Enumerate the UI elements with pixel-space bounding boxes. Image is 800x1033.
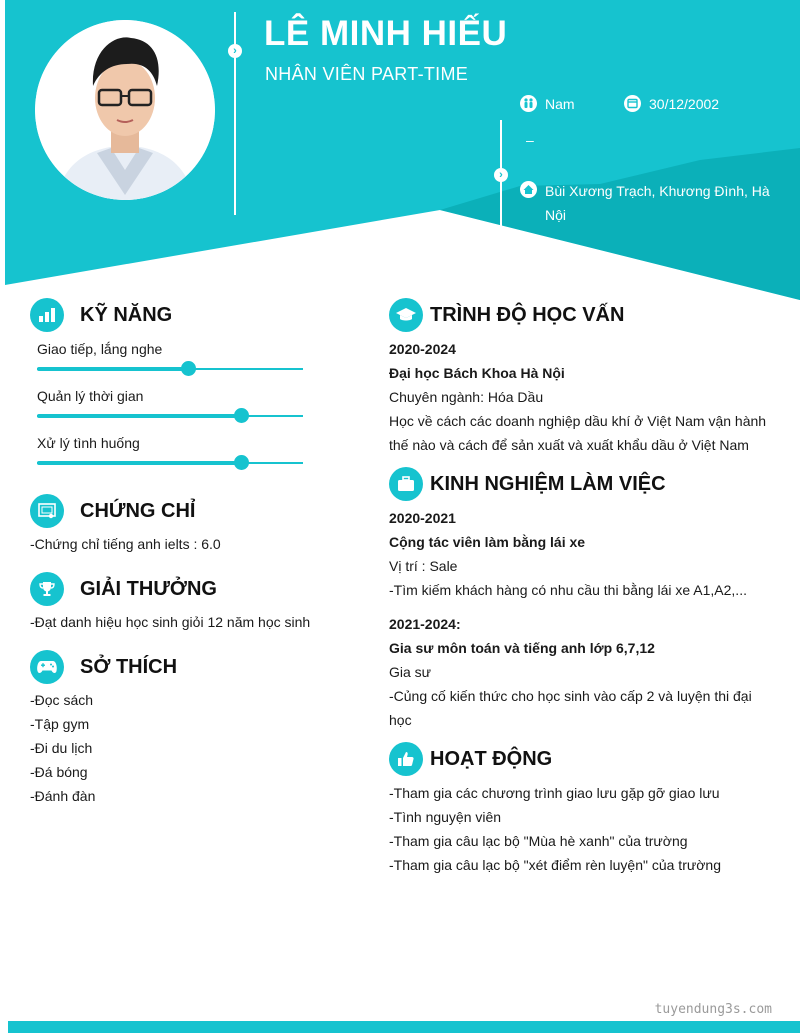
skill-bar-knob: [234, 455, 249, 470]
job-period: 2021-2024:: [389, 616, 461, 632]
gamepad-icon: [30, 650, 64, 684]
skill-label: Xử lý tình huống: [37, 435, 140, 451]
address-value: [545, 179, 775, 227]
job-title: NHÂN VIÊN PART-TIME: [265, 64, 469, 84]
hobby-item: -Đi du lịch: [30, 740, 93, 756]
education-school: Đại học Bách Khoa Hà Nội: [389, 365, 565, 381]
education-period: 2020-2024: [389, 341, 456, 357]
skills-section-header: [30, 298, 172, 332]
education-section-header: [389, 298, 624, 332]
awards-title: GIẢI THƯỞNG: [80, 577, 217, 600]
skill-bar-knob: [181, 361, 196, 376]
skill-bar-fill: [37, 414, 242, 418]
certificate-icon: [30, 494, 64, 528]
gender-icon: [520, 95, 537, 112]
job-description: học: [389, 712, 412, 728]
awards-section-header: [30, 572, 217, 606]
job-company: Gia sư môn toán và tiếng anh lớp 6,7,12: [389, 640, 655, 656]
phone-value: –: [526, 132, 534, 148]
chevron-right-icon: ›: [228, 44, 242, 58]
calendar-icon: [624, 95, 641, 112]
hobby-item: -Đọc sách: [30, 692, 94, 708]
education-major: Chuyên ngành: Hóa Dầu: [389, 389, 544, 405]
education-description: Học về cách các doanh nghiệp dầu khí ở Việt Nam vận hành: [389, 413, 767, 429]
certificates-section-header: [30, 494, 195, 528]
header-divider-line: [234, 12, 236, 215]
activity-item: -Tình nguyện viên: [389, 809, 502, 825]
job-description: -Củng cố kiến thức cho học sinh vào cấp 2 và luyện thi đại: [389, 688, 752, 704]
watermark: tuyendung3s.com: [654, 1002, 772, 1017]
activities-section-header: [389, 742, 552, 776]
hobby-item: -Đánh đàn: [30, 788, 96, 804]
skill-bar-fill: [37, 461, 242, 465]
award-line: -Đạt danh hiệu học sinh giỏi 12 năm học sinh: [30, 614, 311, 630]
graduation-cap-icon: [389, 298, 423, 332]
chevron-right-icon: ›: [494, 168, 508, 182]
job-company: Cộng tác viên làm bằng lái xe: [389, 534, 586, 550]
skills-title: KỸ NĂNG: [80, 303, 173, 326]
hobbies-title: SỞ THÍCH: [80, 655, 178, 678]
job-description: -Tìm kiếm khách hàng có nhu cầu thi bằng lái xe A1,A2,...: [389, 582, 747, 598]
address-line-2: Nội: [545, 207, 567, 223]
gender-value: Nam: [545, 96, 575, 112]
bar-chart-icon: [30, 298, 64, 332]
avatar: [35, 20, 215, 200]
activity-item: -Tham gia các chương trình giao lưu gặp gỡ giao lưu: [389, 785, 720, 801]
trophy-icon: [30, 572, 64, 606]
skill-bar-knob: [234, 408, 249, 423]
thumbs-up-icon: [389, 742, 423, 776]
briefcase-icon: [389, 467, 423, 501]
hobbies-section-header: [30, 650, 177, 684]
birthday-value: 30/12/2002: [649, 96, 720, 112]
skill-bar-fill: [37, 367, 189, 371]
education-title: TRÌNH ĐỘ HỌC VẤN: [430, 303, 625, 326]
job-position: Gia sư: [389, 664, 432, 680]
experience-section-header: [389, 467, 666, 501]
home-icon: [520, 181, 537, 198]
education-description: thế nào và cách để sản xuất và xuất khẩu dầu ở Việt Nam: [389, 437, 749, 453]
hobby-item: -Tập gym: [30, 716, 90, 732]
skill-label: Giao tiếp, lắng nghe: [37, 341, 163, 357]
hobby-item: -Đá bóng: [30, 764, 88, 780]
activities-title: HOẠT ĐỘNG: [430, 747, 553, 770]
footer-bar: [8, 1021, 800, 1033]
address-line-1: Bùi Xương Trạch, Khương Đình, Hà: [545, 183, 770, 199]
activity-item: -Tham gia câu lạc bộ "xét điểm rèn luyện" của trường: [389, 857, 721, 873]
experience-title: KINH NGHIỆM LÀM VIỆC: [430, 472, 666, 495]
certificate-line: -Chứng chỉ tiếng anh ielts : 6.0: [30, 536, 221, 552]
job-position: Vị trí : Sale: [389, 558, 458, 574]
activity-item: -Tham gia câu lạc bộ "Mùa hè xanh" của trường: [389, 833, 688, 849]
certificates-title: CHỨNG CHỈ: [80, 499, 196, 522]
candidate-name: LÊ MINH HIẾU: [264, 14, 508, 53]
job-period: 2020-2021: [389, 510, 456, 526]
skill-label: Quản lý thời gian: [37, 388, 144, 404]
